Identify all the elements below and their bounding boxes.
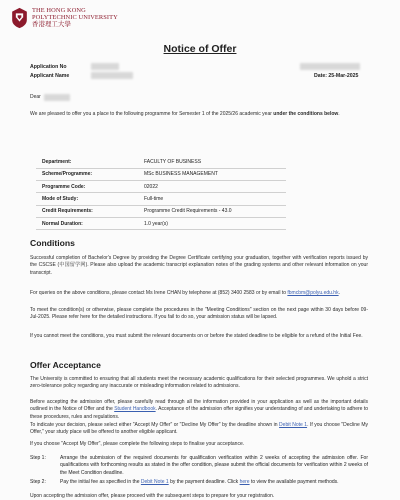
programme-row [36,205,286,217]
acceptance-paragraph-1: The University is committed to ensuring that all students meet the necessary academic qualifications for their selected programmes. We uphold a strict zero-tolerance policy regarding any inaccurate or misleading information related to admissions. [30,376,368,390]
acceptance-paragraph-2: Before accepting the admission offer, please carefully read through all the information provided in your application as well as the important details outlined in the Notice of Offer and the Student Handbook. Acceptance of the admission offer signifies your understanding of and undertaking to adhere to these procedures, rules and regulations. [30,399,368,420]
application-no-label: Application No [30,64,67,70]
programme-field-label: Credit Requirements: [36,205,138,217]
salutation: Dear [30,94,41,100]
step-2-text: Pay the initial fee as specified in the Debit Note 1 by the payment deadline. Click here to view the available payment methods. [60,479,339,485]
redacted-reference [300,63,360,70]
programme-field-label: Programme Code: [36,181,138,193]
conditions-contact-paragraph: For queries on the above conditions, please contact Ms Irene CHAN by telephone at (852) 3400 2583 or by email to fbmcbm@polyu.edu.hk. [30,290,340,296]
programme-row [36,168,286,180]
university-name-chinese: 香港理工大學 [32,21,71,28]
offer-date: Date: 25-Mar-2025 [314,73,359,79]
university-logo [10,7,118,29]
debit-note-step-link[interactable]: Debit Note 1 [140,479,169,485]
acceptance-paragraph-3: To indicate your decision, please select either "Accept My Offer" or "Decline My Offer" by the deadline shown in Debit Note 1. If you choose "Decline My Offer," your study place will be offered to another eligible applicant. [30,422,369,436]
acceptance-step-1 [30,455,368,477]
acceptance-step-2 [30,479,368,486]
payment-methods-link[interactable]: here [239,479,250,485]
programme-row [36,156,286,168]
conditions-deadline-paragraph: To meet the condition(s) or otherwise, please complete the procedures in the "Meeting Conditions" section on the next page within 30 days before 09-Jul-2025. Please refer here for the detailed instructions. If you fail to do so, your admission status will be lapsed. [30,307,368,321]
student-handbook-link[interactable]: Student Handbook [114,406,156,413]
programme-row [36,193,286,205]
intro-paragraph: We are pleased to offer you a place to the following programme for Semester 1 of the 2025/26 academic year under the conditions below. [30,111,340,117]
programme-field-value: 1.0 year(s) [138,217,286,229]
step-1-label: Step 1: [30,455,46,461]
conditions-refund-paragraph: If you cannot meet the conditions, you must submit the relevant documents on or before the stated deadline to be eligible for a refund of the Initial Fee. [30,333,363,339]
programme-field-label: Normal Duration: [36,217,138,229]
conditions-heading: Conditions [30,238,75,248]
programme-field-label: Mode of Study: [36,193,138,205]
redacted-application-no [91,63,119,70]
university-name-line2: POLYTECHNIC UNIVERSITY [32,14,118,21]
university-name-line1: THE HONG KONG [32,7,86,14]
programme-row [36,217,286,229]
programme-field-value: Full-time [138,193,286,205]
programme-field-value: FACULTY OF BUSINESS [138,156,286,168]
redacted-recipient-name [44,94,70,101]
contact-email-link[interactable]: fbmcbm@polyu.edu.hk [287,290,339,296]
programme-row [36,181,286,193]
programme-field-value: 02022 [138,181,286,193]
programme-field-value: MSc BUSINESS MANAGEMENT [138,168,286,180]
debit-note-link[interactable]: Debit Note 1 [279,422,308,428]
polyu-emblem-icon [10,7,29,29]
step-1-text: Arrange the submission of the required documents for qualification verification within 2 weeks of accepting the admission offer. For qualifications with forthcoming results as stated in the offer condition, please submit the official documents for verification within 2 weeks of the Meet Condition deadline. [60,455,368,476]
programme-field-value: Programme Credit Requirements - 43.0 [138,205,286,217]
applicant-name-label: Applicant Name [30,73,70,79]
programme-details-table [36,156,286,230]
page-title: Notice of Offer [163,43,237,55]
acceptance-closing-paragraph: Upon accepting the admission offer, please proceed with the subsequent steps to prepare for your registration. [30,493,275,499]
offer-acceptance-heading: Offer Acceptance [30,360,101,370]
redacted-applicant-name [91,72,133,79]
step-2-label: Step 2: [30,479,46,485]
conditions-paragraph-1: Successful completion of Bachelor's Degree by providing the Degree Certificate certifying your graduation, together with verification reports issued by the CSCSE (中国留学网). Please also upload the academic transcript explanation notes of the grading systems and other relevant information on your transcript. [30,255,368,276]
programme-field-label: Department: [36,156,138,168]
programme-field-label: Scheme/Programme: [36,168,138,180]
acceptance-paragraph-4: If you choose "Accept My Offer", please complete the following steps to finalise your acceptance. [30,441,245,447]
